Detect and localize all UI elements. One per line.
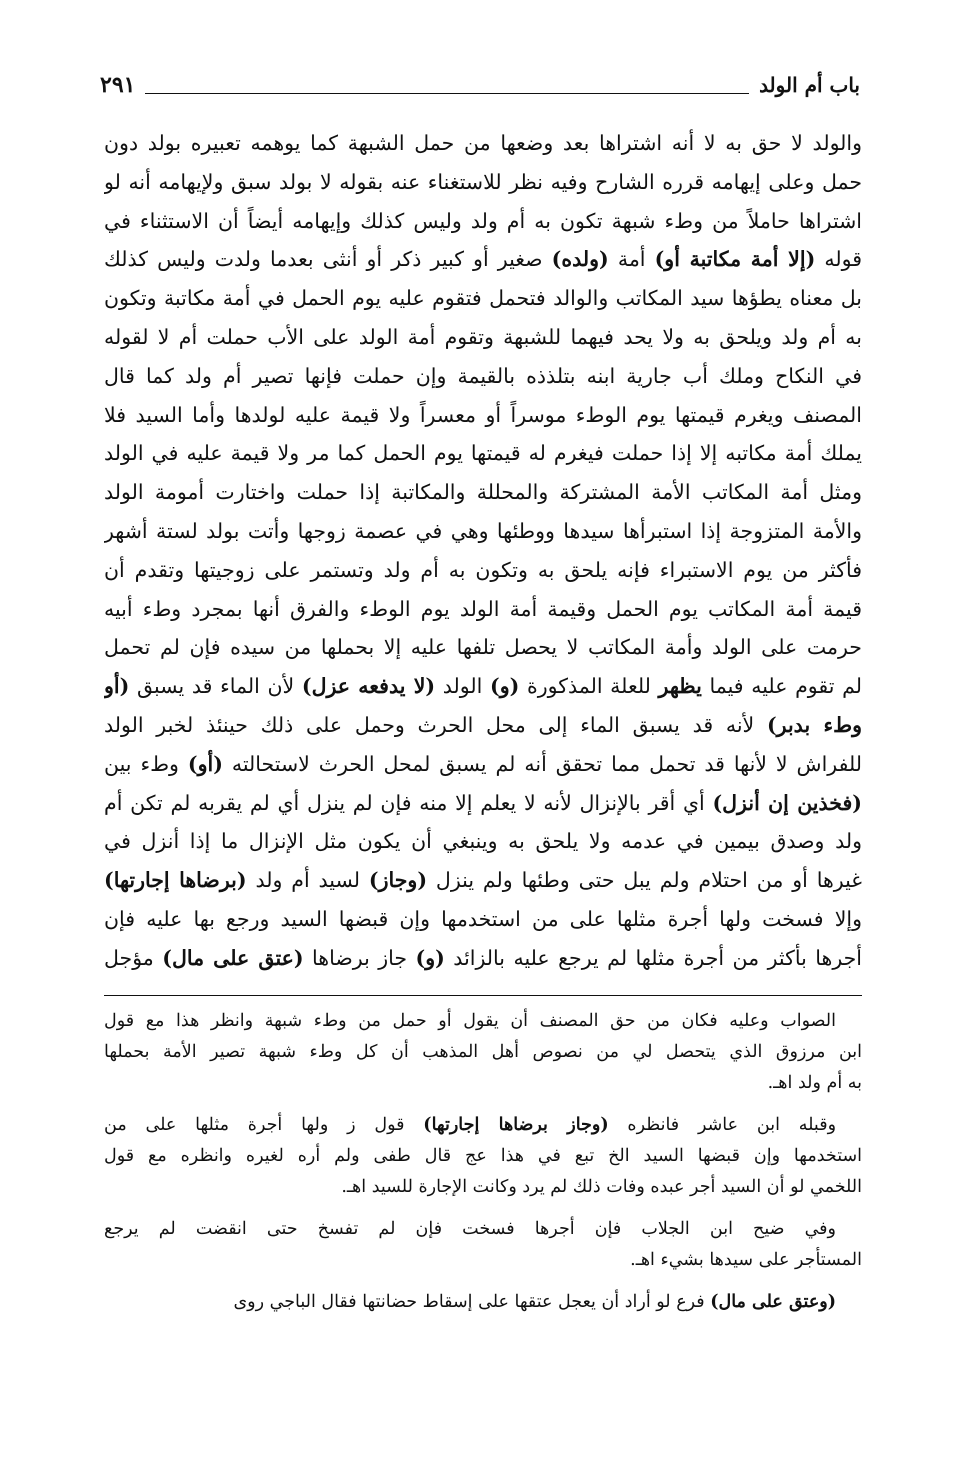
matn-quote: (أو) xyxy=(187,751,223,776)
text-segment: يملك أمة مكاتبه إلا إذا حملت فيغرم له قيمتها يوم الحمل كما مر ولا قيمة عليه في الولد xyxy=(104,441,862,466)
text-segment: للعلة المذكورة xyxy=(519,674,659,699)
body-line xyxy=(104,396,862,435)
text-segment: وطء بين xyxy=(104,751,188,776)
text-segment: فرع لو أراد أن يعجل عتقها على إسقاط حضانتها فقال الباجي روى xyxy=(233,1292,711,1312)
main-text xyxy=(104,124,862,978)
matn-quote: (برضاها إجارتها) xyxy=(104,868,247,893)
page-header xyxy=(100,68,860,102)
body-line xyxy=(104,706,862,745)
body-line xyxy=(104,667,862,706)
matn-quote: (و) xyxy=(415,945,445,970)
footnote xyxy=(104,1287,862,1318)
text-segment: والأمة المتزوجة إذا استبرأها سيدها ووطئها وهي في عصمة زوجها وأتت بولد لستة أشهر xyxy=(104,518,862,543)
matn-quote: (فخذين إن أنزل) xyxy=(712,790,862,815)
text-segment: وقبله ابن عاشر فانظره xyxy=(608,1115,837,1135)
text-segment: جاز برضاها xyxy=(303,945,416,970)
body-line xyxy=(104,473,862,512)
footnote-line xyxy=(104,1141,862,1172)
text-segment: الولد xyxy=(435,674,490,699)
footnote-line xyxy=(104,1214,862,1245)
text-segment: لأنه قد يسبق الماء إلى محل الحرث وحمل على ذلك حينئذ لخبر الولد xyxy=(104,712,767,737)
text-segment: ولد وصدق بيمين في عدمه ولا يلحق به وينبغي أن يكون مثل الإنزال ما إذا أنزل في xyxy=(104,829,862,854)
matn-quote: (وجاز برضاها إجارتها) xyxy=(423,1115,609,1135)
text-segment: للفراش لا لأنها قد تحمل مما تحقق أنه لم يسبق لمحل الحرث لاستحالته xyxy=(222,751,862,776)
body-line xyxy=(104,434,862,473)
footnote-line xyxy=(104,1006,862,1037)
text-segment: المصنف ويغرم قيمتها يوم الوطء موسراً أو معسراً ولا قيمة عليه لولدها وأما السيد فلا xyxy=(104,402,862,427)
text-segment: الصواب وعليه فكان من حق المصنف أن يقول أو حمل من وطء شبهة وانظر هذا مع قول xyxy=(104,1011,836,1031)
text-segment: ابن مرزوق الذي يتحصل لي من نصوص أهل المذهب أن كل وطء شبهة تصير الأمة بحملها xyxy=(104,1042,862,1062)
text-segment: لأن الماء قد يسبق xyxy=(129,674,302,699)
text-segment: المستأجر على سيدها بشيء اهـ. xyxy=(630,1250,862,1270)
body-line xyxy=(104,240,862,279)
text-segment: ومثل أمة المكاتب الأمة المشتركة والمحللة والمكاتبة إذا حملت واختارت أمومة الولد xyxy=(104,480,862,505)
matn-quote: (لا يدفعه عزل) xyxy=(301,674,436,699)
footnotes xyxy=(104,1006,862,1329)
body-line xyxy=(104,861,862,900)
footnote-line xyxy=(104,1110,862,1141)
matn-quote: (ولده) xyxy=(551,247,609,272)
body-line xyxy=(104,279,862,318)
text-segment: والولد لا حق به لا أنه اشتراها بعد وضعها من حمل الشبهة كما يوهمه تعبيره بولد دون xyxy=(104,131,862,155)
body-line xyxy=(104,512,862,551)
body-line xyxy=(104,939,862,978)
footnote-line xyxy=(104,1172,862,1203)
body-line xyxy=(104,318,862,357)
matn-quote: (إلا أمة مكاتبة أو) xyxy=(654,247,816,272)
footnote xyxy=(104,1006,862,1099)
page-number: ٢٩١ xyxy=(100,72,136,98)
text-segment: بل معناه يطؤها سيد المكاتب والوالد فتحمل فتقوم عليه يوم الحمل في أمة مكاتبة وتكون xyxy=(104,286,862,311)
text-segment: حرمت على الولد وأمة المكاتب لا يحصل تلفها عليه إلا بحملها من سيده فإن لم تحمل xyxy=(104,635,862,660)
text-segment: قيمة أمة المكاتب يوم الحمل وقيمة أمة الولد يوم الوطء والفرق أنها بمجرد وطء أبيه xyxy=(104,596,862,621)
matn-quote: (وعتق على مال) xyxy=(710,1292,836,1312)
matn-quote: يظهر xyxy=(658,674,702,699)
body-line xyxy=(104,163,862,202)
matn-quote: (أو xyxy=(104,674,130,699)
footnote-divider xyxy=(104,995,862,996)
text-segment: قول ز ولها أجرة مثلها على من xyxy=(104,1115,424,1135)
footnote xyxy=(104,1110,862,1203)
text-segment: قوله xyxy=(815,247,862,272)
text-segment: وإلا فسخت ولها أجرة مثلها على من استخدمها وإن قبضها السيد ورجع بها عليه فإن xyxy=(104,906,862,931)
text-segment: أمة xyxy=(608,247,655,272)
matn-quote: (وجاز) xyxy=(368,868,428,893)
body-line xyxy=(104,784,862,823)
text-segment: حمل وعلى إيهامه قرره الشارح وفيه نظر للاستغناء عنه بقوله لا بولد سبق ولإيهامه أنه لو xyxy=(104,169,862,194)
text-segment: استخدمها وإن قبضها السيد الخ تبع في هذا عج قال طفى ولم أره لغيره وانظره مع قول xyxy=(104,1146,862,1166)
chapter-title: باب أم الولد xyxy=(759,73,860,97)
matn-quote: وطء بدبر) xyxy=(766,712,862,737)
body-line xyxy=(104,590,862,629)
footnote-line xyxy=(104,1037,862,1068)
body-line xyxy=(104,357,862,396)
text-segment: لم تقوم عليه فيما xyxy=(701,674,862,699)
text-segment: صغير أو كبير ذكر أو أنثى بعدما ولدت وليس كذلك xyxy=(104,247,552,272)
body-line xyxy=(104,745,862,784)
header-rule xyxy=(145,93,749,94)
matn-quote: (و) xyxy=(490,674,520,699)
body-line xyxy=(104,202,862,241)
matn-quote: (عتق على مال) xyxy=(162,945,304,970)
text-segment: أي أقر بالإنزال لأنه لا يعلم إلا منه فإن لم ينزل أي لم يقربه لم تكن أم xyxy=(104,790,713,815)
body-line xyxy=(104,822,862,861)
body-line xyxy=(104,124,862,163)
footnote xyxy=(104,1214,862,1276)
text-segment: غيرها أو من احتلام ولم يبل حتى وطئها ولم ينزل xyxy=(427,868,862,893)
text-segment: لسيد أم ولد xyxy=(246,868,369,893)
text-segment: به أم ولد ويلحق به ولا يحد فيهما للشبهة وتقوم أمة الولد على الأب حملت أم لا لقوله xyxy=(104,324,862,349)
body-line xyxy=(104,900,862,939)
text-segment: فأكثر من يوم الاستبراء فإنه يلحق به وتكون به أم ولد وتستمر على زوجيتها وتقدم أن xyxy=(104,557,862,582)
text-segment: وفي ضيح ابن الجلاب فإن أجرها فسخت فإن لم تفسخ حتى انقضت لم يرجع xyxy=(104,1219,836,1239)
body-line xyxy=(104,551,862,590)
footnote-line xyxy=(104,1245,862,1276)
text-segment: به أم ولد اهـ. xyxy=(767,1073,862,1093)
footnote-line xyxy=(104,1068,862,1099)
text-segment: في النكاح وملك أب جارية ابنه بتلذذه بالقيمة وإن حملت فإنها تصير أم ولد كما قال xyxy=(104,363,862,388)
body-line xyxy=(104,628,862,667)
text-segment: اشتراها حاملاً من وطء شبهة تكون به أم ولد وليس كذلك وإيهامه أيضاً أن الاستثناء في xyxy=(104,208,862,233)
footnote-line xyxy=(104,1287,862,1318)
text-segment: أجرها بأكثر من أجرة مثلها لم يرجع عليه بالزائد xyxy=(444,945,862,970)
text-segment: مؤجل xyxy=(104,945,163,970)
text-segment: اللخمي لو أن السيد أجر عبده وفات ذلك لم يرد وكانت الإجارة للسيد اهـ. xyxy=(341,1177,862,1197)
